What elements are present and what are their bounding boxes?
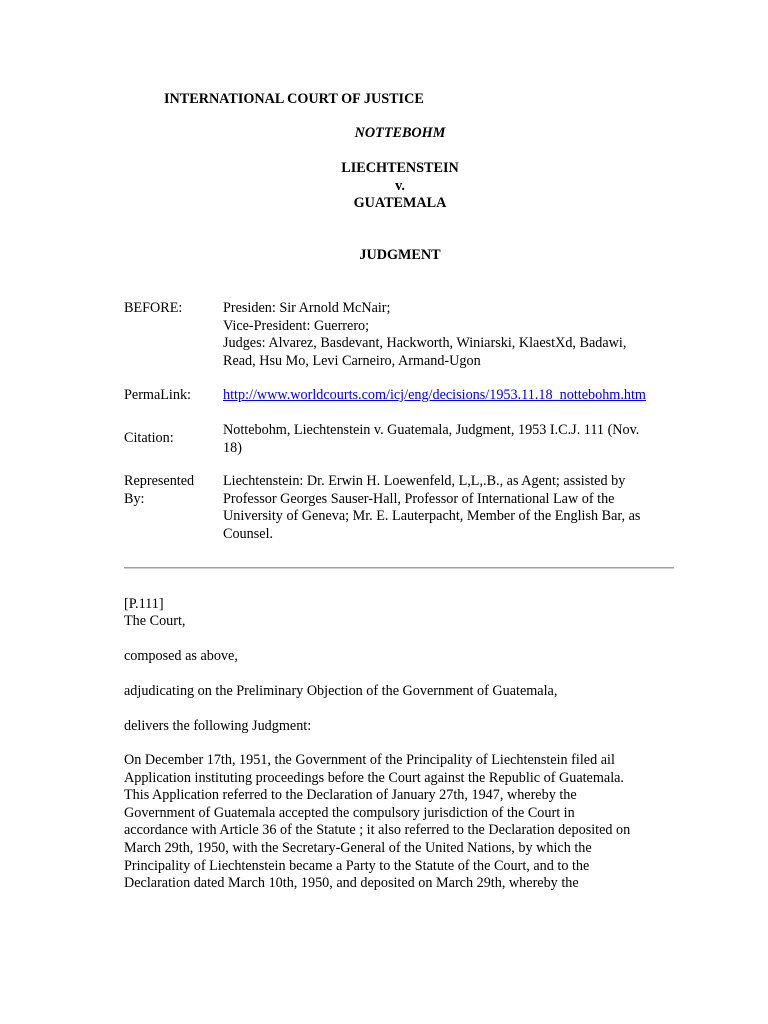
paragraph-line: Government of Guatemala accepted the compulsory jurisdiction of the Court in: [124, 804, 575, 821]
permalink-label: PermaLink:: [124, 387, 191, 403]
court-line: The Court,: [124, 613, 186, 629]
before-label: BEFORE:: [124, 300, 183, 316]
judgment-paragraph: [124, 752, 679, 893]
paragraph-line: Application instituting proceedings before the Court against the Republic of Guatemala.: [124, 769, 624, 786]
page-reference: [P.111]: [124, 596, 164, 612]
section-divider: [124, 567, 674, 569]
citation-label: Citation:: [124, 430, 174, 446]
court-title: INTERNATIONAL COURT OF JUSTICE: [164, 91, 424, 107]
adjudicating-line: adjudicating on the Preliminary Objection of the Government of Guatemala,: [124, 683, 558, 699]
paragraph-line: This Application referred to the Declaration of January 27th, 1947, whereby the: [124, 787, 577, 804]
paragraph-line: March 29th, 1950, with the Secretary-General of the United Nations, by which the: [124, 839, 592, 856]
before-line: Vice-President: Guerrero;: [223, 317, 370, 334]
citation-value: [223, 422, 683, 457]
before-line: Read, Hsu Mo, Levi Carneiro, Armand-Ugon: [223, 352, 481, 369]
represented-label: [124, 473, 194, 508]
document-type: JUDGMENT: [359, 247, 441, 263]
represented-line: University of Geneva; Mr. E. Lauterpacht, Member of the English Bar, as: [223, 508, 641, 525]
permalink-value: [223, 387, 683, 405]
paragraph-line: Principality of Liechtenstein became a Party to the Statute of the Court, and to the: [124, 857, 590, 874]
before-value: [223, 300, 683, 370]
citation-line: 18): [223, 439, 242, 456]
represented-line: Liechtenstein: Dr. Erwin H. Loewenfeld, L,L,.B., as Agent; assisted by: [223, 473, 626, 489]
represented-line: Professor Georges Sauser-Hall, Professor of International Law of the: [223, 490, 615, 507]
represented-label-line: By:: [124, 490, 145, 507]
versus: v.: [395, 178, 405, 194]
represented-line: Counsel.: [223, 525, 274, 542]
composed-line: composed as above,: [124, 648, 238, 664]
party-respondent: GUATEMALA: [353, 195, 447, 211]
paragraph-line: accordance with Article 36 of the Statute ; it also referred to the Declaration deposited on: [124, 822, 631, 839]
before-line: Presiden: Sir Arnold McNair;: [223, 300, 391, 316]
delivers-line: delivers the following Judgment:: [124, 718, 312, 734]
case-name: NOTTEBOHM: [354, 125, 446, 141]
permalink-url-link[interactable]: http://www.worldcourts.com/icj/eng/decisions/1953.11.18_nottebohm.htm: [223, 387, 646, 403]
party-applicant: LIECHTENSTEIN: [341, 160, 459, 176]
represented-value: [223, 473, 683, 543]
represented-label-line: Represented: [124, 473, 195, 489]
citation-line: Nottebohm, Liechtenstein v. Guatemala, Judgment, 1953 I.C.J. 111 (Nov.: [223, 422, 640, 438]
paragraph-line: On December 17th, 1951, the Government of the Principality of Liechtenstein filed ail: [124, 752, 615, 768]
paragraph-line: Declaration dated March 10th, 1950, and deposited on March 29th, whereby the: [124, 875, 579, 892]
before-line: Judges: Alvarez, Basdevant, Hackworth, Winiarski, KlaestXd, Badawi,: [223, 335, 627, 352]
